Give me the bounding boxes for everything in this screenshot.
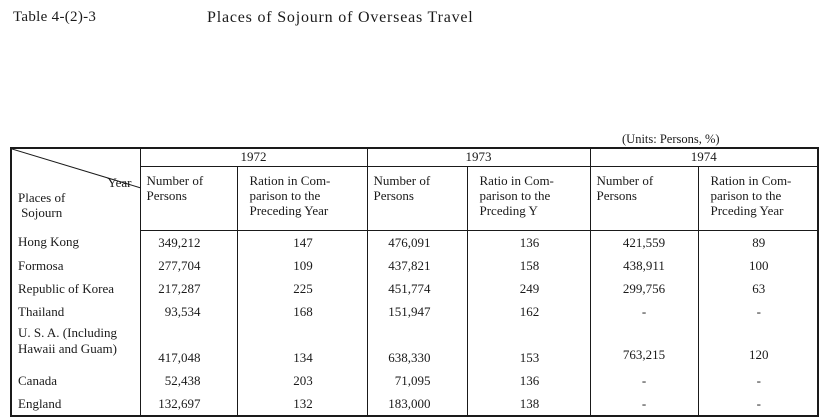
place-cell: Canada — [11, 369, 140, 392]
persons-1974-cell: - — [590, 392, 698, 416]
table-row — [11, 392, 818, 416]
year-1974-header: 1974 — [590, 148, 818, 167]
persons-1974-cell: 763,215 — [590, 323, 698, 369]
table-row — [11, 369, 818, 392]
table-id: Table 4-(2)-3 — [13, 9, 97, 25]
ratio-1972-cell: 168 — [237, 300, 367, 323]
persons-1972-cell: 349,212 — [158, 234, 201, 250]
table-row — [11, 277, 818, 300]
persons-1973-cell: 437,821 — [367, 254, 467, 277]
ratio-1973-cell: 249 — [467, 277, 590, 300]
ratio-1974-cell: 120 — [698, 323, 818, 369]
persons-1972-cell: 93,534 — [164, 303, 201, 319]
header-corner — [11, 148, 140, 231]
persons-1973-cell: 476,091 — [367, 231, 467, 255]
ratio-1974-cell: - — [698, 369, 818, 392]
table-row — [11, 231, 818, 255]
persons-1972-cell: 277,704 — [158, 257, 201, 273]
ratio-1972-cell: 147 — [237, 231, 367, 255]
ratio-1972-cell: 132 — [237, 392, 367, 416]
ratio-1973-cell: 136 — [467, 369, 590, 392]
table-row — [11, 323, 818, 369]
col-ratio-1973: Ratio in Com- parison to the Prceding Y — [467, 167, 590, 231]
corner-places-label: Places of Sojourn — [18, 190, 66, 220]
place-cell: Republic of Korea — [11, 277, 140, 300]
ratio-1973-cell: 136 — [467, 231, 590, 255]
place-cell: England — [11, 392, 140, 416]
persons-1973-cell: 451,774 — [367, 277, 467, 300]
persons-1972-cell: 132,697 — [158, 395, 201, 411]
ratio-1974-cell: - — [698, 300, 818, 323]
persons-1974-cell: 421,559 — [590, 231, 698, 255]
place-cell: U. S. A. (Including Hawaii and Guam) — [11, 323, 140, 369]
persons-1974-cell: - — [590, 369, 698, 392]
col-ratio-1974: Ration in Com- parison to the Prceding Year — [698, 167, 818, 231]
page-title: Places of Sojourn of Overseas Travel — [207, 9, 474, 26]
persons-1974-cell: 438,911 — [590, 254, 698, 277]
persons-1973-cell: 71,095 — [367, 369, 467, 392]
persons-1972-cell: 217,287 — [158, 280, 201, 296]
corner-year-label: Year — [107, 175, 132, 190]
col-number-1972: Number of Persons — [140, 167, 237, 231]
place-cell: Thailand — [11, 300, 140, 323]
ratio-1972-cell: 203 — [237, 369, 367, 392]
persons-1973-cell: 151,947 — [367, 300, 467, 323]
persons-1973-cell: 183,000 — [367, 392, 467, 416]
sojourn-table — [10, 147, 819, 417]
ratio-1974-cell: 89 — [698, 231, 818, 255]
persons-1974-cell: 299,756 — [590, 277, 698, 300]
persons-1974-cell: - — [590, 300, 698, 323]
ratio-1972-cell: 109 — [237, 254, 367, 277]
ratio-1973-cell: 138 — [467, 392, 590, 416]
persons-1972-cell: 417,048 — [158, 350, 201, 365]
persons-1973-cell: 638,330 — [367, 323, 467, 369]
persons-1972-cell: 52,438 — [164, 372, 201, 388]
units-note: (Units: Persons, %) — [622, 132, 720, 146]
table-row — [11, 254, 818, 277]
year-1973-header: 1973 — [367, 148, 590, 167]
ratio-1973-cell: 158 — [467, 254, 590, 277]
table-row — [11, 300, 818, 323]
place-cell: Formosa — [11, 254, 140, 277]
year-1972-header: 1972 — [140, 148, 367, 167]
ratio-1972-cell: 225 — [237, 277, 367, 300]
col-number-1973: Number of Persons — [367, 167, 467, 231]
col-number-1974: Number of Persons — [590, 167, 698, 231]
ratio-1973-cell: 153 — [467, 323, 590, 369]
place-cell: Hong Kong — [11, 231, 140, 255]
ratio-1973-cell: 162 — [467, 300, 590, 323]
ratio-1974-cell: 100 — [698, 254, 818, 277]
ratio-1972-cell: 134 — [237, 323, 367, 369]
ratio-1974-cell: 63 — [698, 277, 818, 300]
ratio-1974-cell: - — [698, 392, 818, 416]
col-ratio-1972: Ration in Com- parison to the Preceding Year — [237, 167, 367, 231]
